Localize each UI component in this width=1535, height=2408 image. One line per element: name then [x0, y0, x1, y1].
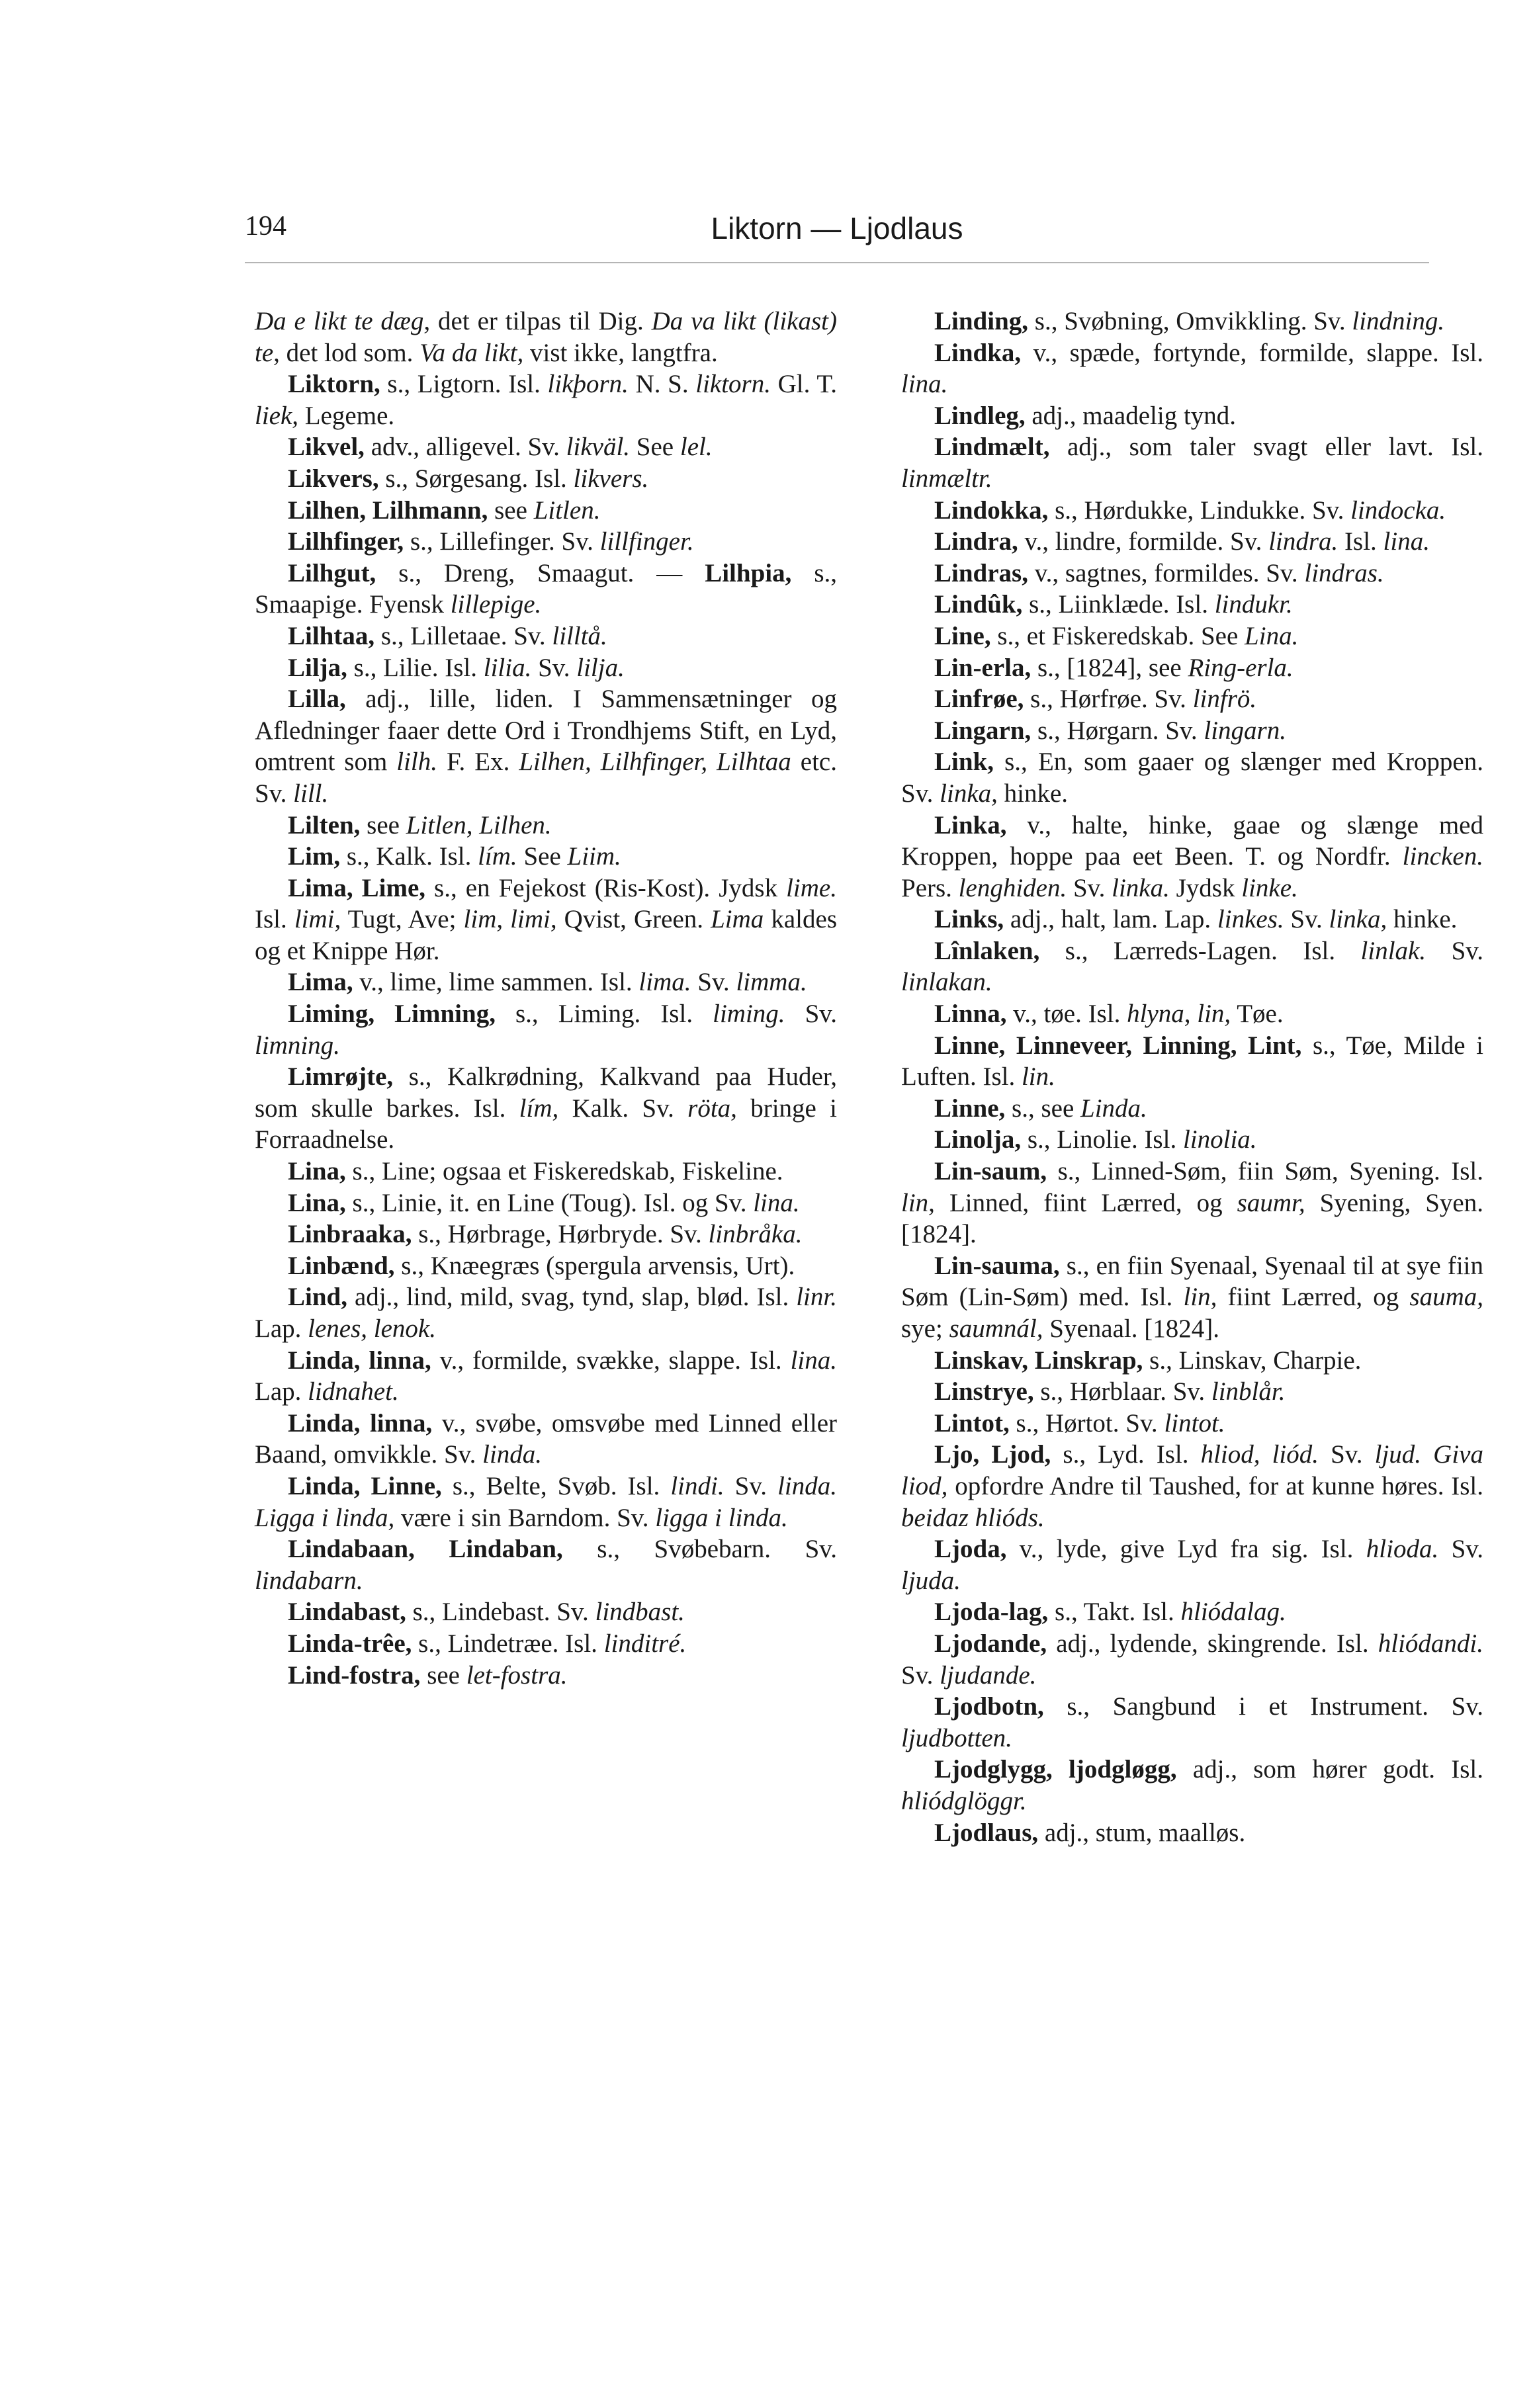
dictionary-entry: Linda-trêe, s., Lindetræe. Isl. linditré.: [288, 1629, 687, 1658]
dictionary-entry: Linfrøe, s., Hørfrøe. Sv. linfrö.: [934, 685, 1257, 714]
dictionary-entry: Lind, adj., lind, mild, svag, tynd, slap, blød. Isl. linr. Lap. lenes, lenok.: [255, 1283, 837, 1343]
dictionary-entry: Linna, v., tøe. Isl. hlyna, lin, Tøe.: [934, 1000, 1284, 1029]
dictionary-entry: Lilja, s., Lilie. Isl. lilia. Sv. lilja.: [288, 653, 625, 682]
dictionary-entry: Lilhgut, s., Dreng, Smaagut. — Lilhpia, s., Smaapige. Fyensk lillepige.: [255, 558, 837, 619]
dictionary-entry: Lin-sauma, s., en fiin Syenaal, Syenaal til at sye fiin Søm (Lin-Søm) med. Isl. lin, fiint Lærred, og sauma, sye; saumnál, Syenaal. [1824].: [901, 1251, 1483, 1343]
dictionary-entry: Lindmælt, adj., som taler svagt eller lavt. Isl. linmæltr.: [901, 433, 1483, 493]
dictionary-entry: Linolja, s., Linolie. Isl. linolia.: [934, 1125, 1257, 1154]
dictionary-entry: Linne, s., see Linda.: [934, 1094, 1147, 1123]
dictionary-entry: Ljodbotn, s., Sangbund i et Instrument. Sv. ljudbotten.: [901, 1692, 1483, 1752]
dictionary-entry: Likvel, adv., alligevel. Sv. likväl. See lel.: [288, 433, 713, 462]
dictionary-entry: Linstrye, s., Hørblaar. Sv. linblår.: [934, 1377, 1286, 1406]
dictionary-entry: Lindra, v., lindre, formilde. Sv. lindra. Isl. lina.: [934, 527, 1430, 556]
dictionary-entry: Lim, s., Kalk. Isl. lím. See Liim.: [288, 842, 621, 871]
dictionary-entry: Link, s., En, som gaaer og slænger med Kroppen. Sv. linka, hinke.: [901, 748, 1483, 808]
dictionary-entry: Lindûk, s., Liinklæde. Isl. lindukr.: [934, 590, 1293, 619]
dictionary-entry: Ljoda-lag, s., Takt. Isl. hliódalag.: [934, 1598, 1286, 1627]
dictionary-entry: Linda, linna, v., formilde, svække, slappe. Isl. lina. Lap. lidnahet.: [255, 1346, 837, 1406]
header-rule: [245, 262, 1429, 263]
running-title: Liktorn — Ljodlaus: [711, 211, 963, 245]
dictionary-entry: Lînlaken, s., Lærreds-Lagen. Isl. linlak. Sv. linlakan.: [901, 936, 1483, 997]
dictionary-entry: Ljodglygg, ljodgløgg, adj., som hører godt. Isl. hliódglöggr.: [901, 1755, 1484, 1815]
dictionary-entry: Ljo, Ljod, s., Lyd. Isl. hliod, liód. Sv. ljud. Giva liod, opfordre Andre til Taushed, for at kunne høres. Isl. beidaz hlióds.: [901, 1440, 1483, 1532]
dictionary-entry: Linbænd, s., Knæegræs (spergula arvensis, Urt).: [288, 1251, 795, 1280]
dictionary-entry: Linne, Linneveer, Linning, Lint, s., Tøe, Milde i Luften. Isl. lin.: [901, 1031, 1483, 1092]
dictionary-entry: Lind-fostra, see let-fostra.: [288, 1660, 568, 1690]
dictionary-entry: Lin-saum, s., Linned-Søm, fiin Søm, Syening. Isl. lin, Linned, fiint Lærred, og saumr, Syening, Syen. [1824].: [901, 1157, 1483, 1249]
dictionary-entry: Linskav, Linskrap, s., Linskav, Charpie.: [934, 1346, 1362, 1375]
dictionary-entry: Lilla, adj., lille, liden. I Sammensætninger og Afledninger faaer dette Ord i Trondhjems Stift, en Lyd, omtrent som lilh. F. Ex. Lilhen, Lilhfinger, Lilhtaa etc. Sv. lill.: [255, 685, 837, 808]
dictionary-entry: Lingarn, s., Hørgarn. Sv. lingarn.: [934, 716, 1286, 745]
dictionary-entry: Lina, s., Line; ogsaa et Fiskeredskab, Fiskeline.: [288, 1157, 783, 1186]
dictionary-entry: Lilhtaa, s., Lilletaae. Sv. lilltå.: [288, 621, 607, 650]
dictionary-entry: Ljodande, adj., lydende, skingrende. Isl. hliódandi. Sv. ljudande.: [901, 1629, 1483, 1690]
dictionary-entry: Lima, v., lime, lime sammen. Isl. lima. Sv. limma.: [288, 968, 807, 997]
dictionary-entry: Liming, Limning, s., Liming. Isl. liming. Sv. limning.: [255, 1000, 837, 1060]
dictionary-entry: Likvers, s., Sørgesang. Isl. likvers.: [288, 464, 649, 493]
dictionary-entry: Liktorn, s., Ligtorn. Isl. likþorn. N. S. liktorn. Gl. T. liek, Legeme.: [255, 370, 837, 430]
dictionary-entry: Linbraaka, s., Hørbrage, Hørbryde. Sv. linbråka.: [288, 1220, 803, 1249]
dictionary-entry: Ljodlaus, adj., stum, maalløs.: [934, 1818, 1246, 1847]
dictionary-entry: Ljoda, v., lyde, give Lyd fra sig. Isl. hlioda. Sv. ljuda.: [901, 1535, 1483, 1595]
dictionary-entry: Lilhfinger, s., Lillefinger. Sv. lillfinger.: [288, 527, 694, 556]
dictionary-entry: Lilhen, Lilhmann, see Litlen.: [288, 495, 601, 525]
dictionary-entry: Lindleg, adj., maadelig tynd.: [934, 401, 1237, 430]
dictionary-entry: Linda, linna, v., svøbe, omsvøbe med Linned eller Baand, omvikkle. Sv. linda.: [255, 1408, 837, 1469]
dictionary-entry: Lilten, see Litlen, Lilhen.: [288, 810, 552, 839]
dictionary-entry: Links, adj., halt, lam. Lap. linkes. Sv. linka, hinke.: [934, 905, 1458, 934]
dictionary-entry: Lindokka, s., Hørdukke, Lindukke. Sv. lindocka.: [934, 495, 1446, 525]
dictionary-entry: Lima, Lime, s., en Fejekost (Ris-Kost). Jydsk lime. Isl. limi, Tugt, Ave; lim, limi, Qvist, Green. Lima kaldes og et Knippe Hør.: [255, 873, 837, 965]
dictionary-entry: Lina, s., Linie, it. en Line (Toug). Isl. og Sv. lina.: [288, 1188, 800, 1217]
dictionary-entry: Lintot, s., Hørtot. Sv. lintot.: [934, 1408, 1225, 1438]
dictionary-entry: Linda, Linne, s., Belte, Svøb. Isl. lindi. Sv. linda. Ligga i linda, være i sin Barndom. Sv. ligga i linda.: [255, 1471, 837, 1532]
dictionary-entry: Lindka, v., spæde, fortynde, formilde, slappe. Isl. lina.: [901, 338, 1483, 399]
dictionary-entry: Lindabaan, Lindaban, s., Svøbebarn. Sv. lindabarn.: [255, 1535, 838, 1595]
dictionary-entry: Limrøjte, s., Kalkrødning, Kalkvand paa Huder, som skulle barkes. Isl. lím, Kalk. Sv. röta, bringe i Forraadnelse.: [255, 1062, 837, 1154]
dictionary-entry: Linka, v., halte, hinke, gaae og slænge med Kroppen, hoppe paa eet Been. T. og Nordfr. lincken. Pers. lenghiden. Sv. linka. Jydsk linke.: [901, 810, 1483, 902]
dictionary-entry: Lin-erla, s., [1824], see Ring-erla.: [934, 653, 1294, 682]
page-number: 194: [245, 211, 286, 241]
dictionary-entry: Line, s., et Fiskeredskab. See Lina.: [934, 621, 1299, 650]
dictionary-entry: Lindras, v., sagtnes, formildes. Sv. lindras.: [934, 558, 1384, 587]
dictionary-entry: Linding, s., Svøbning, Omvikkling. Sv. lindning.: [934, 307, 1445, 335]
dictionary-entry: Da e likt te dæg, det er tilpas til Dig. Da va likt (likast) te, det lod som. Va da likt, vist ikke, langtfra.: [255, 307, 837, 367]
running-header: [245, 210, 1429, 250]
dictionary-entry: Lindabast, s., Lindebast. Sv. lindbast.: [288, 1598, 685, 1627]
left-column: [255, 306, 837, 1691]
right-column: [901, 306, 1483, 1848]
